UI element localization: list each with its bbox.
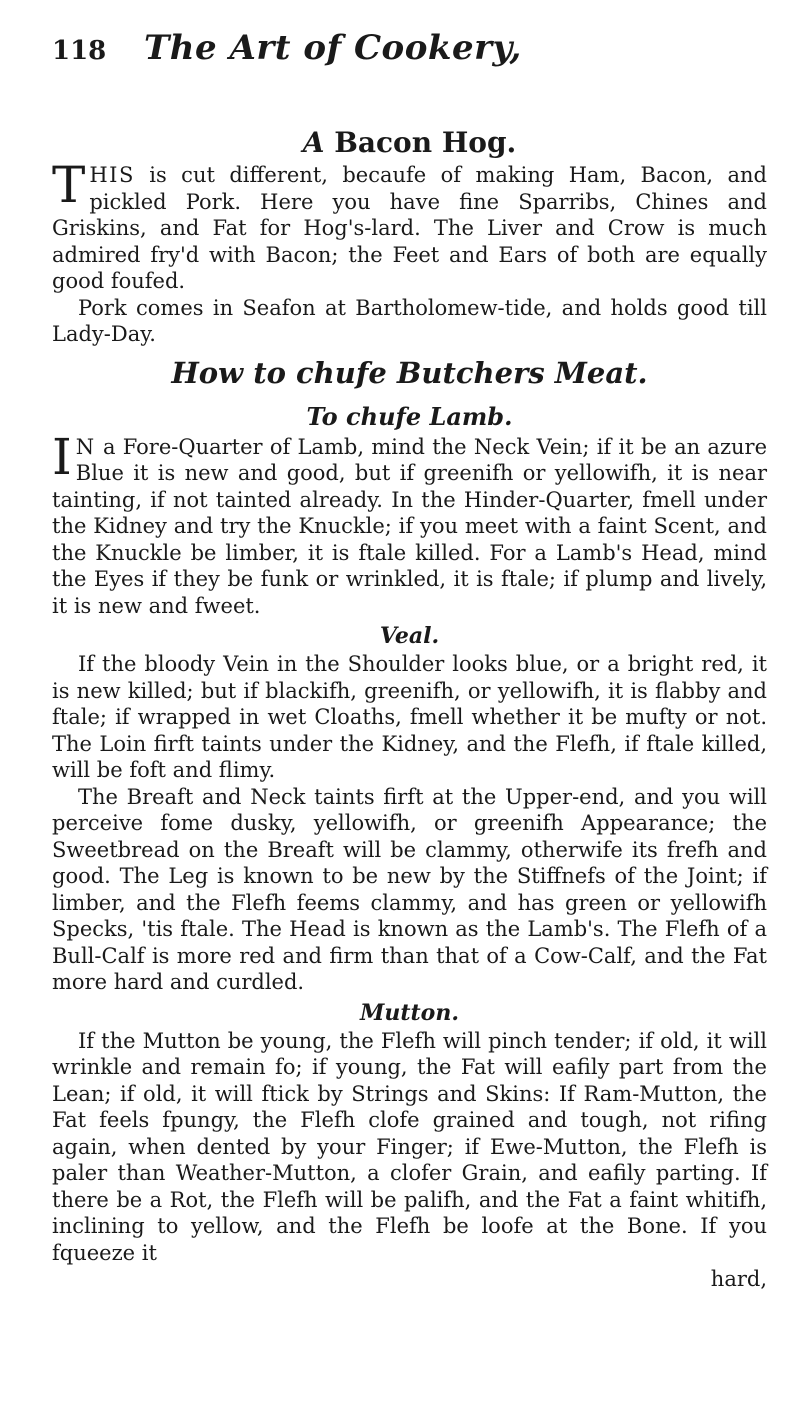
subsection-title-veal: Veal.: [379, 623, 440, 649]
paragraph-mutton-1: If the Mutton be young, the Flefh will pinch tender; if old, it will wrinkle and remain fo; if young, the Fat will eafily part from the Lean; if old, it will ftick by Strings and Skins: If Ram-Mutton, the Fat feels fpungy, the Flefh clofe grained and tough, not rifing again, when dented by your Finger; if Ewe-Mutton, the Flefh is paler than Weather-Mutton, a clofer Grain, and eafily parting. If there be a Rot, the Flefh will be palifh, and the Fat a faint whitifh, inclining to yellow, and the Flefh be loofe at the Bone. If you fqueeze it: [52, 1028, 767, 1265]
subsection-title-lamb: To chufe Lamb.: [306, 401, 513, 431]
opening-caps: HIS: [89, 163, 135, 187]
paragraph-text: a Fore-Quarter of Lamb, mind the Neck Vein; if it be an azure Blue it is new and good, but if greenifh or yellowifh, it is near tainting, if not tainted already. In the Hinder-Quarter, fmell under the Kidney and try the Knuckle; if you meet with a faint Scent, and the Knuckle be limber, it is ftale killed. For a Lamb's Head, mind the Eyes if they be funk or wrinkled, it is ftale; if plump and lively, it is new and fweet.: [52, 434, 767, 618]
paragraph-bacon-1: [52, 156, 767, 295]
drop-cap: I: [52, 427, 72, 486]
catchword: hard,: [710, 1267, 767, 1291]
page-number: 118: [52, 36, 107, 66]
section-title-choose-meat: How to chufe Butchers Meat.: [171, 355, 648, 390]
paragraph-text: is cut different, becaufe of making Ham, Bacon, and pickled Pork. Here you have fine Sparribs, Chines and Griskins, and Fat for Hog's-lard. The Liver and Crow is much admired fry'd with Bacon; the Feet and Ears of both are equally good foufed.: [52, 163, 767, 293]
section-title-bacon-hog: [52, 124, 767, 162]
title-rest: Bacon Hog.: [334, 126, 517, 159]
title-article: A: [302, 126, 325, 159]
paragraph-bacon-2: Pork comes in Seafon at Bartholomew-tide, and holds good till Lady-Day.: [52, 295, 767, 346]
book-page: [52, 28, 767, 1292]
paragraph-lamb: [52, 427, 767, 620]
subsection-title-mutton: Mutton.: [360, 999, 459, 1026]
opening-caps: N: [75, 434, 96, 459]
running-head: [52, 28, 767, 80]
running-title: The Art of Cookery,: [144, 28, 522, 68]
paragraph-veal-2: The Breaft and Neck taints firft at the Upper-end, and you will perceive fome dusky, yellowifh, or greenifh Appearance; the Sweetbread on the Breaft will be clammy, otherwife its frefh and good. The Leg is known to be new by the Stiffnefs of the Joint; if limber, and the Flefh feems clammy, and has green or yellowifh Specks, 'tis ftale. The Head is known as the Lamb's. The Flefh of a Bull-Calf is more red and firm than that of a Cow-Calf, and the Fat more hard and curdled.: [52, 784, 767, 994]
paragraph-veal-1: If the bloody Vein in the Shoulder looks blue, or a bright red, it is new killed; but if blackifh, greenifh, or yellowifh, it is flabby and ftale; if wrapped in wet Cloaths, fmell whether it be mufty or not. The Loin firft taints under the Kidney, and the Flefh, if ftale killed, will be foft and flimy.: [52, 652, 767, 782]
drop-cap: T: [52, 156, 86, 214]
